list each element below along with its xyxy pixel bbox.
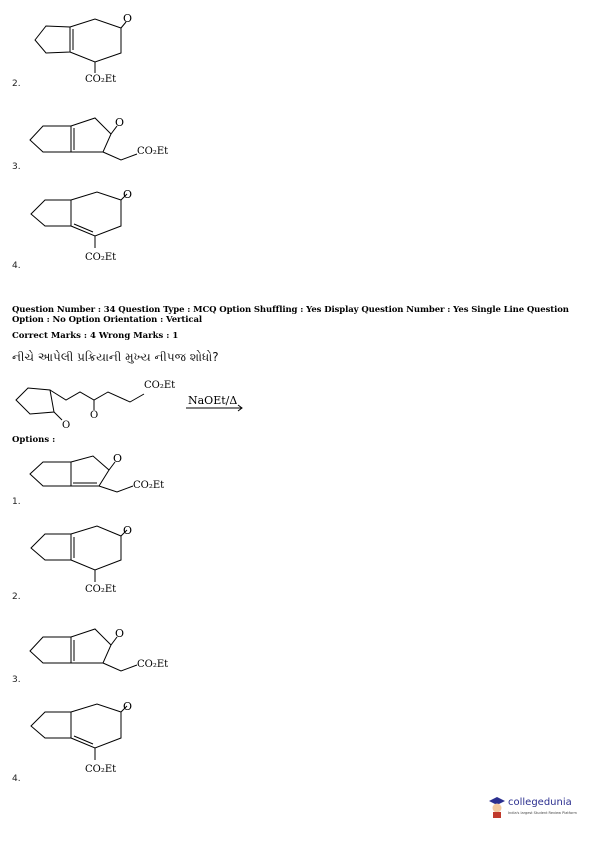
svg-text:O: O	[123, 12, 133, 25]
question-text: નીચે આપેલી પ્રક્રિયાની મુખ્ય નીપજ શોધો?	[12, 350, 219, 364]
top-option-number: 3.	[12, 162, 21, 172]
svg-text:O: O	[123, 524, 133, 537]
top-option-4-structure	[25, 188, 145, 264]
option-number: 2.	[12, 592, 21, 602]
options-label: Options :	[12, 435, 56, 445]
substituent-label: CO₂Et	[133, 480, 165, 491]
graduate-icon	[488, 796, 506, 818]
reactant-substituent: CO₂Et	[144, 380, 176, 391]
substituent-label: CO₂Et	[85, 584, 117, 595]
question-marks: Correct Marks : 4 Wrong Marks : 1	[12, 331, 179, 341]
option-4-structure	[25, 700, 145, 776]
svg-text:O: O	[115, 627, 125, 640]
reaction-scheme	[10, 372, 260, 432]
svg-text:O: O	[123, 188, 133, 201]
option-1-structure	[25, 452, 185, 502]
option-number: 3.	[12, 675, 21, 685]
option-3-structure	[25, 625, 185, 681]
substituent-label: CO₂Et	[137, 146, 169, 157]
svg-text:O: O	[90, 410, 99, 421]
reagent-label: NaOEt/Δ	[188, 394, 238, 407]
svg-text:O: O	[123, 700, 133, 713]
svg-text:O: O	[62, 420, 71, 431]
svg-text:O: O	[115, 116, 125, 129]
substituent-label: CO₂Et	[137, 659, 169, 670]
logo-tagline: India's largest Student Review Platform	[508, 811, 577, 815]
question-header: Question Number : 34 Question Type : MCQ Option Shuffling : Yes Display Question Number : Yes Single Line Question Option : No Option Orientation : Vertical	[12, 305, 569, 325]
option-number: 1.	[12, 497, 21, 507]
logo-name: collegedunia	[508, 797, 572, 808]
top-option-number: 4.	[12, 261, 21, 271]
top-option-number: 2.	[12, 79, 21, 89]
substituent-label: CO₂Et	[85, 74, 117, 85]
collegedunia-logo	[488, 794, 584, 824]
svg-text:O: O	[113, 452, 123, 465]
substituent-label: CO₂Et	[85, 252, 117, 263]
top-option-3-structure	[25, 112, 185, 172]
option-2-structure	[25, 520, 145, 596]
substituent-label: CO₂Et	[85, 764, 117, 775]
top-option-2-structure	[25, 10, 145, 85]
option-number: 4.	[12, 774, 21, 784]
